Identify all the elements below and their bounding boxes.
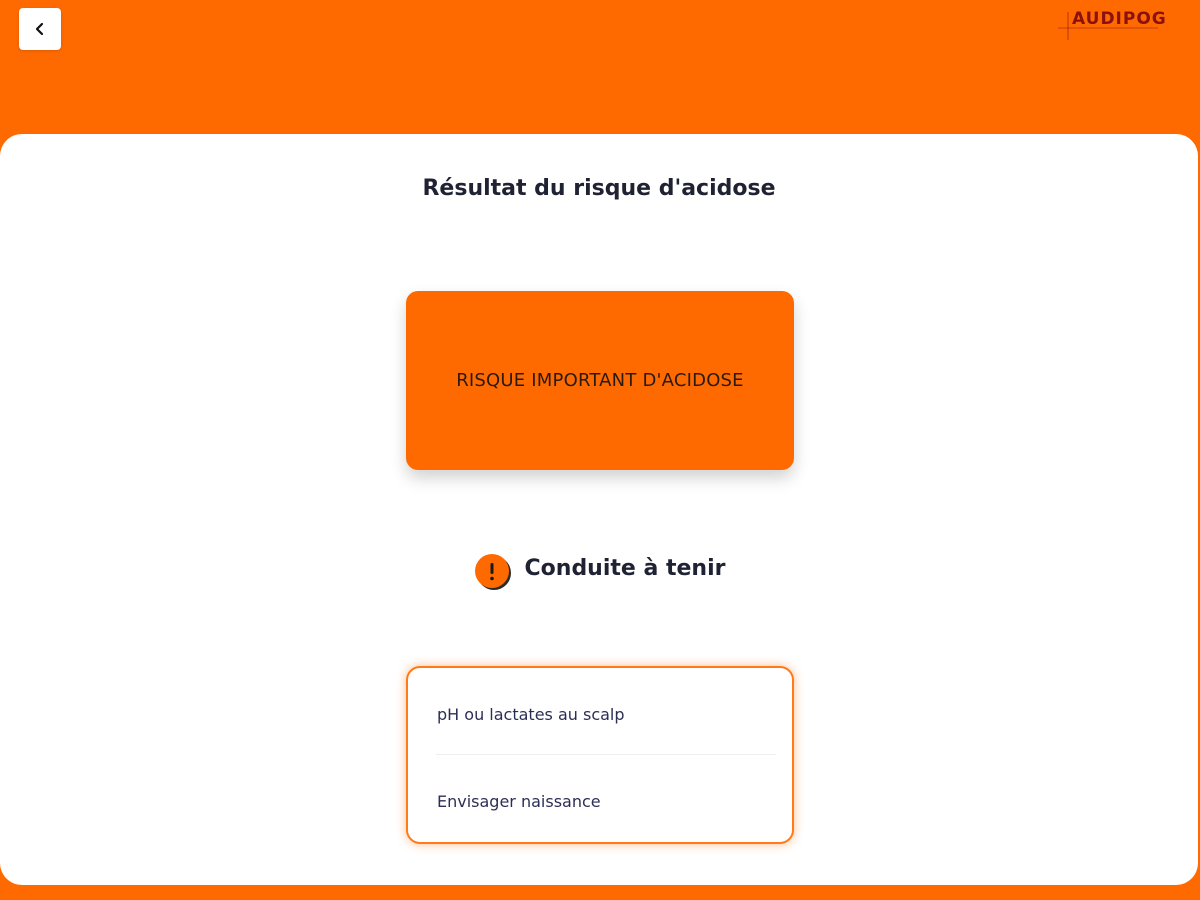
back-button[interactable] bbox=[19, 8, 61, 50]
chevron-left-icon bbox=[33, 22, 47, 36]
audipog-logo bbox=[1058, 6, 1168, 40]
risk-result-label: RISQUE IMPORTANT D'ACIDOSE bbox=[456, 370, 744, 391]
conduct-title: Conduite à tenir bbox=[524, 555, 726, 581]
conduct-heading bbox=[0, 548, 1198, 588]
logo-text: AUDIPOG bbox=[1072, 9, 1167, 29]
warning-icon bbox=[473, 552, 513, 592]
action-item-scalp[interactable]: pH ou lactates au scalp bbox=[437, 705, 625, 724]
actions-divider bbox=[436, 754, 776, 755]
header-bar bbox=[0, 0, 1200, 140]
actions-list bbox=[406, 666, 794, 844]
risk-result-box bbox=[406, 291, 794, 470]
result-card bbox=[0, 134, 1198, 885]
page-title: Résultat du risque d'acidose bbox=[422, 176, 776, 201]
action-item-naissance[interactable]: Envisager naissance bbox=[437, 792, 601, 811]
